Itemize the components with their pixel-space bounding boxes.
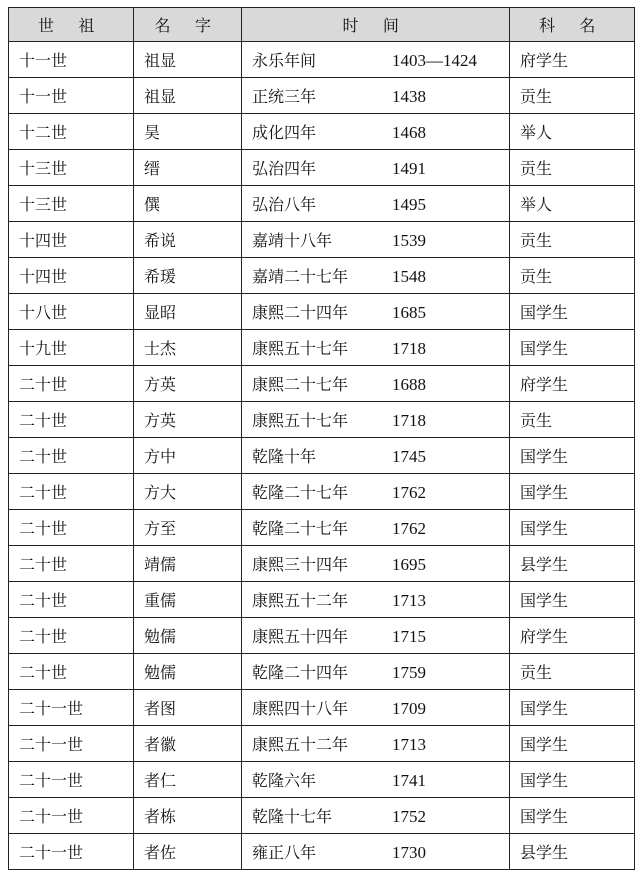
cell-time bbox=[242, 834, 510, 870]
table-row bbox=[9, 690, 635, 726]
cell-name: 者图 bbox=[134, 690, 242, 726]
cell-year: 1713 bbox=[392, 735, 426, 754]
table-row bbox=[9, 114, 635, 150]
cell-year: 1468 bbox=[392, 123, 426, 142]
cell-year: 1688 bbox=[392, 375, 426, 394]
cell-degree: 贡生 bbox=[510, 222, 635, 258]
cell-era: 康熙五十二年 bbox=[252, 591, 349, 610]
cell-degree: 贡生 bbox=[510, 150, 635, 186]
cell-name: 僎 bbox=[134, 186, 242, 222]
table-body bbox=[9, 42, 635, 870]
cell-era: 乾隆六年 bbox=[252, 771, 317, 790]
cell-year: 1762 bbox=[392, 483, 426, 502]
cell-generation: 十八世 bbox=[9, 294, 134, 330]
cell-name: 者栋 bbox=[134, 798, 242, 834]
cell-generation: 二十世 bbox=[9, 582, 134, 618]
cell-name: 昊 bbox=[134, 114, 242, 150]
cell-generation: 二十世 bbox=[9, 438, 134, 474]
cell-era: 嘉靖十八年 bbox=[252, 231, 333, 250]
cell-year: 1438 bbox=[392, 87, 426, 106]
cell-year: 1709 bbox=[392, 699, 426, 718]
table-row bbox=[9, 546, 635, 582]
cell-era: 乾隆二十四年 bbox=[252, 663, 349, 682]
cell-degree: 举人 bbox=[510, 186, 635, 222]
cell-generation: 十三世 bbox=[9, 186, 134, 222]
table-row bbox=[9, 474, 635, 510]
cell-generation: 二十一世 bbox=[9, 726, 134, 762]
cell-generation: 十三世 bbox=[9, 150, 134, 186]
cell-era: 康熙三十四年 bbox=[252, 555, 349, 574]
cell-era: 乾隆二十七年 bbox=[252, 519, 349, 538]
cell-generation: 二十一世 bbox=[9, 798, 134, 834]
cell-time bbox=[242, 546, 510, 582]
cell-degree: 国学生 bbox=[510, 438, 635, 474]
table-row bbox=[9, 618, 635, 654]
cell-year: 1745 bbox=[392, 447, 426, 466]
cell-time bbox=[242, 150, 510, 186]
cell-generation: 二十世 bbox=[9, 546, 134, 582]
cell-degree: 国学生 bbox=[510, 294, 635, 330]
cell-era: 弘治四年 bbox=[252, 159, 317, 178]
cell-year: 1495 bbox=[392, 195, 426, 214]
header-degree: 科 名 bbox=[510, 8, 635, 42]
cell-year: 1759 bbox=[392, 663, 426, 682]
cell-time bbox=[242, 654, 510, 690]
cell-generation: 二十一世 bbox=[9, 690, 134, 726]
cell-degree: 举人 bbox=[510, 114, 635, 150]
cell-degree: 贡生 bbox=[510, 258, 635, 294]
cell-time bbox=[242, 474, 510, 510]
cell-time bbox=[242, 798, 510, 834]
cell-era: 康熙五十二年 bbox=[252, 735, 349, 754]
cell-name: 希说 bbox=[134, 222, 242, 258]
cell-generation: 二十世 bbox=[9, 654, 134, 690]
header-time: 时 间 bbox=[242, 8, 510, 42]
cell-degree: 府学生 bbox=[510, 42, 635, 78]
table-row bbox=[9, 834, 635, 870]
table-row bbox=[9, 294, 635, 330]
cell-time bbox=[242, 618, 510, 654]
cell-year: 1548 bbox=[392, 267, 426, 286]
cell-era: 乾隆十七年 bbox=[252, 807, 333, 826]
cell-generation: 十四世 bbox=[9, 258, 134, 294]
table-row bbox=[9, 798, 635, 834]
cell-name: 者徽 bbox=[134, 726, 242, 762]
cell-generation: 二十一世 bbox=[9, 762, 134, 798]
table-row bbox=[9, 150, 635, 186]
cell-year: 1713 bbox=[392, 591, 426, 610]
cell-time bbox=[242, 186, 510, 222]
header-name: 名 字 bbox=[134, 8, 242, 42]
cell-degree: 国学生 bbox=[510, 582, 635, 618]
cell-name: 方中 bbox=[134, 438, 242, 474]
table-row bbox=[9, 258, 635, 294]
cell-generation: 二十世 bbox=[9, 402, 134, 438]
cell-generation: 二十一世 bbox=[9, 834, 134, 870]
cell-generation: 十一世 bbox=[9, 78, 134, 114]
table-row bbox=[9, 438, 635, 474]
table-row bbox=[9, 762, 635, 798]
cell-year: 1752 bbox=[392, 807, 426, 826]
table-header bbox=[9, 8, 635, 42]
table-row bbox=[9, 582, 635, 618]
cell-name: 方至 bbox=[134, 510, 242, 546]
cell-degree: 贡生 bbox=[510, 78, 635, 114]
table-row bbox=[9, 654, 635, 690]
cell-era: 乾隆二十七年 bbox=[252, 483, 349, 502]
cell-name: 希瑗 bbox=[134, 258, 242, 294]
cell-degree: 国学生 bbox=[510, 762, 635, 798]
cell-name: 缙 bbox=[134, 150, 242, 186]
cell-name: 勉儒 bbox=[134, 618, 242, 654]
cell-name: 方英 bbox=[134, 366, 242, 402]
cell-generation: 二十世 bbox=[9, 474, 134, 510]
cell-degree: 国学生 bbox=[510, 726, 635, 762]
cell-time bbox=[242, 294, 510, 330]
cell-generation: 二十世 bbox=[9, 618, 134, 654]
cell-name: 显昭 bbox=[134, 294, 242, 330]
cell-time bbox=[242, 330, 510, 366]
table-row bbox=[9, 222, 635, 258]
table-row bbox=[9, 510, 635, 546]
cell-time bbox=[242, 42, 510, 78]
cell-year: 1718 bbox=[392, 411, 426, 430]
table-row bbox=[9, 78, 635, 114]
cell-time bbox=[242, 78, 510, 114]
cell-name: 祖显 bbox=[134, 78, 242, 114]
cell-era: 成化四年 bbox=[252, 123, 317, 142]
cell-era: 嘉靖二十七年 bbox=[252, 267, 349, 286]
cell-time bbox=[242, 690, 510, 726]
cell-name: 祖显 bbox=[134, 42, 242, 78]
cell-name: 者仁 bbox=[134, 762, 242, 798]
header-row bbox=[9, 8, 635, 42]
cell-era: 乾隆十年 bbox=[252, 447, 317, 466]
cell-time bbox=[242, 438, 510, 474]
cell-year: 1491 bbox=[392, 159, 426, 178]
cell-name: 方英 bbox=[134, 402, 242, 438]
cell-time bbox=[242, 258, 510, 294]
cell-time bbox=[242, 366, 510, 402]
cell-time bbox=[242, 510, 510, 546]
cell-time bbox=[242, 582, 510, 618]
table-row bbox=[9, 330, 635, 366]
cell-time bbox=[242, 222, 510, 258]
cell-era: 正统三年 bbox=[252, 87, 317, 106]
cell-year: 1715 bbox=[392, 627, 426, 646]
cell-degree: 国学生 bbox=[510, 690, 635, 726]
cell-year: 1539 bbox=[392, 231, 426, 250]
table-row bbox=[9, 402, 635, 438]
cell-year: 1741 bbox=[392, 771, 426, 790]
table-row bbox=[9, 726, 635, 762]
cell-era: 弘治八年 bbox=[252, 195, 317, 214]
cell-name: 靖儒 bbox=[134, 546, 242, 582]
cell-year: 1685 bbox=[392, 303, 426, 322]
cell-time bbox=[242, 114, 510, 150]
cell-degree: 县学生 bbox=[510, 834, 635, 870]
cell-era: 康熙二十四年 bbox=[252, 303, 349, 322]
cell-name: 方大 bbox=[134, 474, 242, 510]
cell-time bbox=[242, 726, 510, 762]
cell-degree: 国学生 bbox=[510, 510, 635, 546]
cell-time bbox=[242, 402, 510, 438]
cell-degree: 府学生 bbox=[510, 618, 635, 654]
table-row bbox=[9, 366, 635, 402]
degree-table bbox=[8, 7, 635, 870]
cell-generation: 十九世 bbox=[9, 330, 134, 366]
cell-generation: 二十世 bbox=[9, 366, 134, 402]
cell-name: 勉儒 bbox=[134, 654, 242, 690]
cell-degree: 国学生 bbox=[510, 330, 635, 366]
cell-generation: 二十世 bbox=[9, 510, 134, 546]
cell-era: 康熙五十四年 bbox=[252, 627, 349, 646]
cell-degree: 国学生 bbox=[510, 798, 635, 834]
cell-year: 1403—1424 bbox=[392, 51, 477, 70]
table-row bbox=[9, 42, 635, 78]
cell-name: 士杰 bbox=[134, 330, 242, 366]
cell-generation: 十二世 bbox=[9, 114, 134, 150]
cell-generation: 十四世 bbox=[9, 222, 134, 258]
cell-degree: 国学生 bbox=[510, 474, 635, 510]
cell-era: 雍正八年 bbox=[252, 843, 317, 862]
cell-year: 1730 bbox=[392, 843, 426, 862]
cell-degree: 县学生 bbox=[510, 546, 635, 582]
table-row bbox=[9, 186, 635, 222]
cell-year: 1762 bbox=[392, 519, 426, 538]
cell-era: 康熙四十八年 bbox=[252, 699, 349, 718]
cell-degree: 贡生 bbox=[510, 402, 635, 438]
cell-generation: 十一世 bbox=[9, 42, 134, 78]
cell-era: 康熙二十七年 bbox=[252, 375, 349, 394]
cell-degree: 府学生 bbox=[510, 366, 635, 402]
cell-era: 永乐年间 bbox=[252, 51, 317, 70]
cell-era: 康熙五十七年 bbox=[252, 339, 349, 358]
cell-name: 重儒 bbox=[134, 582, 242, 618]
cell-year: 1695 bbox=[392, 555, 426, 574]
cell-name: 者佐 bbox=[134, 834, 242, 870]
cell-era: 康熙五十七年 bbox=[252, 411, 349, 430]
cell-degree: 贡生 bbox=[510, 654, 635, 690]
cell-time bbox=[242, 762, 510, 798]
cell-year: 1718 bbox=[392, 339, 426, 358]
header-generation: 世 祖 bbox=[9, 8, 134, 42]
